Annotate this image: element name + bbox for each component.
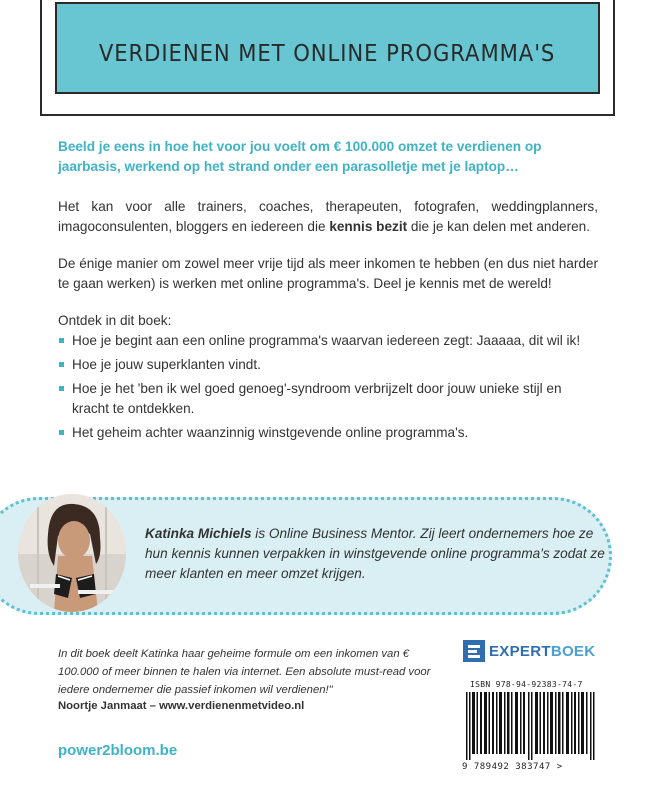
isbn-label: ISBN 978-94-92383-74-7 (470, 680, 583, 689)
author-portrait-icon (18, 494, 126, 612)
publisher-name-part2: BOEK (550, 642, 596, 660)
list-heading: Ontdek in dit boek: (58, 313, 172, 328)
paragraph-audience-end: die je kan delen met anderen. (407, 219, 591, 234)
list-item-text: Het geheim achter waanzinnig winstgevende online programma's. (72, 425, 469, 440)
testimonial-quote: In dit boek deelt Katinka haar geheime formule om een inkomen van € 100.000 of meer binnen te halen via internet. Een absolute must-read voor iedere ondernemer die passief inkomen wil verdienen!" (58, 648, 431, 696)
barcode-digits: 9 789492 383747 > (462, 762, 563, 772)
website-url: power2bloom.be (58, 742, 178, 759)
testimonial-attribution: Noortje Janmaat – www.verdienenmetvideo.nl (58, 700, 305, 712)
list-item (58, 379, 598, 419)
author-photo (18, 494, 126, 612)
bullet-icon (59, 362, 64, 367)
paragraph-audience-bold: kennis bezit (329, 219, 408, 234)
bullet-icon (59, 386, 64, 391)
list-item-text: Hoe je het 'ben ik wel goed genoeg'-syndroom verbrijzelt door jouw unieke stijl en kracht te ontdekken. (72, 381, 562, 416)
publisher-logo (463, 640, 595, 662)
list-item (58, 331, 598, 351)
author-bio (145, 524, 615, 584)
list-item-text: Hoe je begint aan een online programma's waarvan iedereen zegt: Jaaaaa, dit wil ik! (72, 333, 581, 348)
list-item (58, 423, 598, 443)
expertboek-logo-icon (463, 640, 485, 662)
title-box (55, 2, 600, 94)
author-bio-text: is Online Business Mentor. Zij leert ondernemers hoe ze hun kennis kunnen verpakken in winstgevende online programma's zodat ze meer klanten en meer omzet krijgen. (145, 526, 605, 581)
paragraph-online: De énige manier om zowel meer vrije tijd als meer inkomen te hebben (en dus niet harder te gaan werken) is werken met online programma's. Deel je kennis met de wereld! (58, 256, 598, 291)
list-item (58, 355, 598, 375)
publisher-name-part1: EXPERT (489, 642, 551, 660)
discover-list (58, 331, 598, 443)
bullet-icon (59, 430, 64, 435)
list-item-text: Hoe je jouw superklanten vindt. (72, 357, 261, 372)
publisher-name (489, 643, 595, 660)
author-name: Katinka Michiels (145, 526, 252, 541)
bullet-icon (59, 338, 64, 343)
barcode-icon (466, 692, 601, 760)
back-cover-text (58, 137, 598, 447)
title-frame (40, 0, 615, 116)
paragraph-audience-start: Het kan voor alle trainers, coaches, therapeuten, fotografen, weddingplanners, imagoconsulenten, bloggers en iedereen die (58, 199, 598, 234)
page-title: VERDIENEN MET ONLINE PROGRAMMA'S (99, 41, 556, 67)
intro-text: Beeld je eens in hoe het voor jou voelt om € 100.000 omzet te verdienen op jaarbasis, werkend op het strand onder een parasolletje met je laptop… (58, 139, 542, 174)
paragraph-audience (58, 197, 598, 237)
